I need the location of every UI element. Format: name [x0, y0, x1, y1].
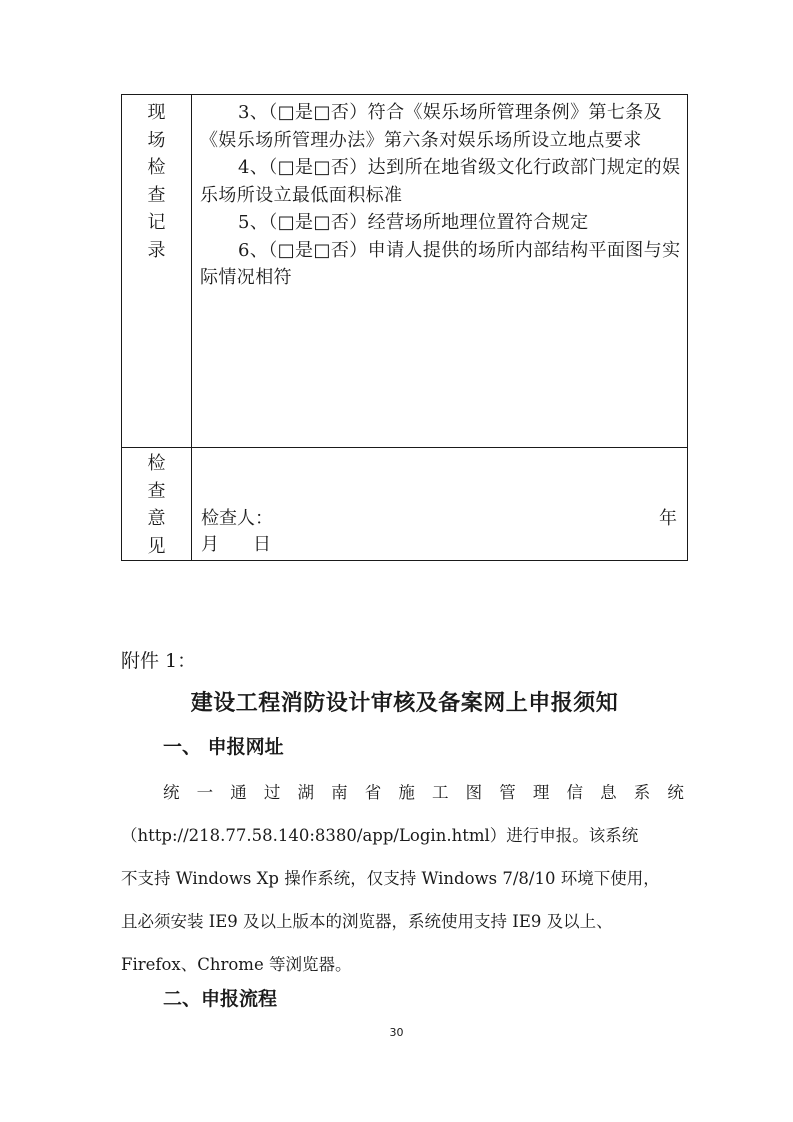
date-month-day	[201, 531, 271, 558]
record-content-cell	[192, 95, 688, 448]
paragraph-line-1	[121, 771, 684, 814]
record-item-3: 3、（□是□否）符合《娱乐场所管理条例》第七条及《娱乐场所管理办法》第六条对娱乐场所设立地点要求	[200, 102, 663, 151]
month-label: 月	[201, 534, 219, 555]
opinion-label-char: 见	[147, 535, 166, 557]
paragraph-line-1-char: 信	[566, 783, 583, 802]
paragraph-line-1-char: 息	[600, 783, 617, 802]
paragraph-line-1-char: 通	[230, 783, 247, 802]
day-label: 日	[253, 534, 271, 555]
paragraph-line-1-char: 系	[633, 783, 651, 802]
record-label-char: 场	[147, 129, 166, 151]
year-label: 年	[659, 508, 677, 529]
opinion-label-cell	[122, 448, 192, 561]
record-item-4: 4、（□是□否）达到所在地省级文化行政部门规定的娱乐场所设立最低面积标准	[200, 157, 681, 206]
paragraph-line-2: （http://218.77.58.140:8380/app/Login.html）进行申报。该系统	[121, 826, 639, 845]
record-label-char: 记	[147, 212, 166, 233]
paragraph-line-1-char: 过	[263, 783, 281, 802]
opinion-row	[122, 448, 688, 561]
record-label-char: 录	[147, 239, 166, 261]
paragraph-line-1-char: 理	[532, 783, 550, 802]
paragraph-line-1-char: 湖	[297, 783, 314, 802]
record-label-cell	[122, 95, 192, 448]
paragraph-line-1-char: 工	[432, 783, 449, 802]
paragraph-line-3: 不支持 Windows Xp 操作系统，仅支持 Windows 7/8/10 环境下使用，	[121, 869, 660, 888]
opinion-label	[122, 448, 191, 560]
paragraph-line-1-char: 图	[465, 783, 483, 802]
paragraph-line-1-char: 统	[163, 783, 180, 802]
record-label-char: 现	[147, 102, 166, 123]
record-item-6: 6、（□是□否）申请人提供的场所内部结构平面图与实际情况相符	[200, 239, 681, 288]
page-number: 30	[389, 1026, 404, 1039]
paragraph-line-1-char: 施	[398, 783, 415, 802]
record-row	[122, 95, 688, 448]
opinion-label-char: 查	[147, 480, 166, 502]
paragraph-line-1-char: 管	[499, 783, 516, 802]
paragraph-line-1-char: 南	[331, 783, 348, 802]
paragraph-line-1-char: 统	[667, 783, 684, 802]
inspector-label: 检查人：	[201, 508, 273, 529]
section-2-heading: 二、申报流程	[163, 988, 278, 1010]
inspection-table	[121, 94, 688, 561]
opinion-content-cell	[192, 448, 688, 561]
paragraph-line-4: 且必须安装 IE9 及以上版本的浏览器，系统使用支持 IE9 及以上、	[121, 912, 613, 931]
record-label-char: 查	[147, 184, 166, 206]
opinion-label-char: 意	[147, 508, 166, 529]
opinion-label-char: 检	[147, 453, 166, 474]
record-item-5: 5、（□是□否）经营场所地理位置符合规定	[238, 212, 589, 233]
attachment-label: 附件 1：	[121, 650, 197, 672]
record-label-char: 检	[147, 157, 166, 178]
section-1-heading: 一、 申报网址	[163, 736, 284, 758]
record-label	[122, 95, 191, 264]
document-title: 建设工程消防设计审核及备案网上申报须知	[190, 691, 619, 716]
section-1-paragraph	[121, 771, 684, 986]
paragraph-line-1-char: 一	[196, 783, 214, 802]
paragraph-line-1-char: 省	[364, 783, 382, 802]
paragraph-line-5: Firefox、Chrome 等浏览器。	[121, 955, 352, 974]
